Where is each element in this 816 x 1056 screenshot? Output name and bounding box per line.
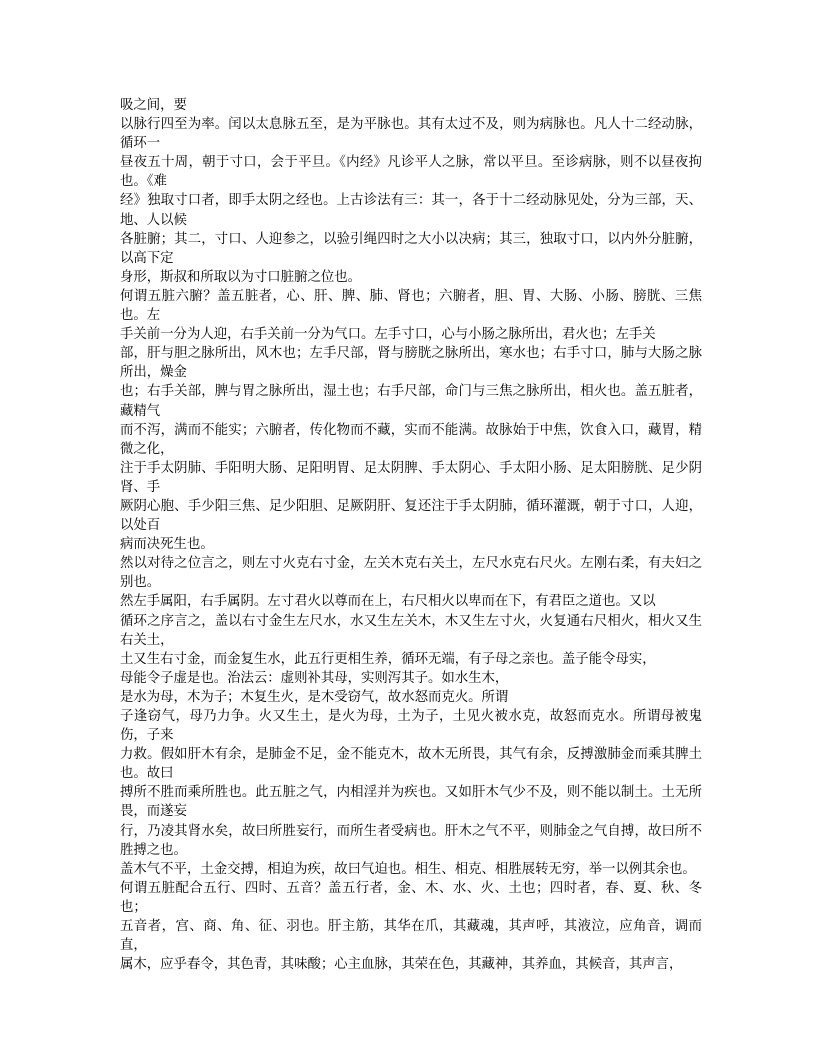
text-line-19: 母能令子虚是也。治法云：虚则补其母，实则泻其子。如水生木， (120, 670, 509, 686)
text-line-2: 以脉行四至为率。闰以太息脉五至，是为平脉也。其有太过不及，则为病脉也。凡人十二经动脉，循环一 (120, 117, 702, 152)
text-line-10: 也；右手关部，脾与胃之脉所出，湿土也；右手尺部，命门与三焦之脉所出，相火也。盖五脏者，藏精气 (120, 384, 702, 419)
text-line-26: 何谓五脏配合五行、四时、五音？盖五行者，金、木、水、火、土也；四时者，春、夏、秋、冬也； (120, 880, 702, 915)
text-line-20: 是水为母，木为子；木复生火，是木受窃气，故水怒而克火。所谓 (120, 689, 509, 705)
text-line-5: 各脏腑；其二，寸口、人迎参之，以验引绳四时之大小以决病；其三，独取寸口，以内外分脏腑，以高下定 (120, 231, 702, 266)
text-line-9: 部，肝与胆之脉所出，风木也；左手尺部，肾与膀胱之脉所出，寒水也；右手寸口，肺与大肠之脉所出，燥金 (120, 346, 702, 381)
text-line-6: 身形，斯叔和所取以为寸口脏腑之位也。 (120, 269, 362, 285)
text-line-16: 然左手属阳，右手属阴。左寸君火以尊而在上，右尺相火以卑而在下，有君臣之道也。又以 (120, 594, 656, 610)
text-line-17: 循环之序言之，盖以右寸金生左尺水，水又生左关木，木又生左寸火，火复通右尺相火，相火又生右关土， (120, 613, 702, 648)
text-line-18: 土又生右寸金，而金复生水，此五行更相生养，循环无端，有子母之亲也。盖子能令母实， (120, 651, 656, 667)
text-line-28: 属木，应乎春令，其色青，其味酸；心主血脉，其荣在色，其藏神，其养血，其候音，其声言， (120, 957, 683, 973)
text-line-15: 然以对待之位言之，则左寸火克右寸金，左关木克右关土，左尺水克右尺火。左刚右柔，有夫妇之别也。 (120, 556, 702, 591)
text-line-13: 厥阴心胞、手少阳三焦、足少阳胆、足厥阴肝、复还注于手太阴肺，循环灌溉，朝于寸口，人迎，以处百 (120, 498, 702, 534)
text-line-7: 何谓五脏六腑？盖五脏者，心、肝、脾、肺、肾也；六腑者，胆、胃、大肠、小肠、膀胱、三焦也。左 (120, 288, 702, 324)
text-line-1: 吸之间，要 (120, 98, 187, 113)
text-line-11: 而不泻，满而不能实；六腑者，传化物而不藏，实而不能满。故脉始于中焦，饮食入口，藏胃，精微之化， (120, 422, 702, 457)
text-line-27: 五音者，宫、商、角、征、羽也。肝主筋，其华在爪，其藏魂，其声呼，其液泣，应角音，调而直， (120, 919, 702, 954)
text-line-21: 子逢窃气，母乃力争。火又生土，是火为母，土为子，土见火被水克，故怒而克水。所谓母被鬼伤，子来 (120, 709, 702, 744)
text-line-4: 经》独取寸口者，即手太阴之经也。上古诊法有三：其一，各于十二经动脉见处，分为三部，天、地、人以候 (120, 193, 702, 228)
text-line-25: 盖木气不平，土金交搏，相迫为疾，故曰气迫也。相生、相克、相胜展转无穷，举一以例其余也。 (120, 861, 696, 877)
document-page (120, 96, 702, 974)
text-line-14: 病而决死生也。 (120, 537, 214, 553)
text-line-23: 搏所不胜而乘所胜也。此五脏之气，内相淫并为疾也。又如肝木气少不及，则不能以制土。土无所畏，而遂妄 (120, 785, 702, 820)
text-line-12: 注于手太阴肺、手阳明大肠、足阳明胃、足太阴脾、手太阴心、手太阳小肠、足太阳膀胱、足少阴肾、手 (120, 460, 702, 495)
text-line-8: 手关前一分为人迎，右手关前一分为气口。左手寸口，心与小肠之脉所出，君火也；左手关 (120, 327, 656, 343)
text-line-22: 力救。假如肝木有余，是肺金不足，金不能克木，故木无所畏，其气有余，反搏激肺金而乘其脾土也。故曰 (120, 747, 702, 782)
text-line-24: 行，乃凌其肾水矣，故曰所胜妄行，而所生者受病也。肝木之气不平，则肺金之气自搏，故曰所不胜搏之也。 (120, 823, 702, 858)
text-line-3: 昼夜五十周，朝于寸口，会于平旦。《内经》凡诊平人之脉，常以平旦。至诊病脉，则不以昼夜拘也。《难 (120, 155, 702, 190)
